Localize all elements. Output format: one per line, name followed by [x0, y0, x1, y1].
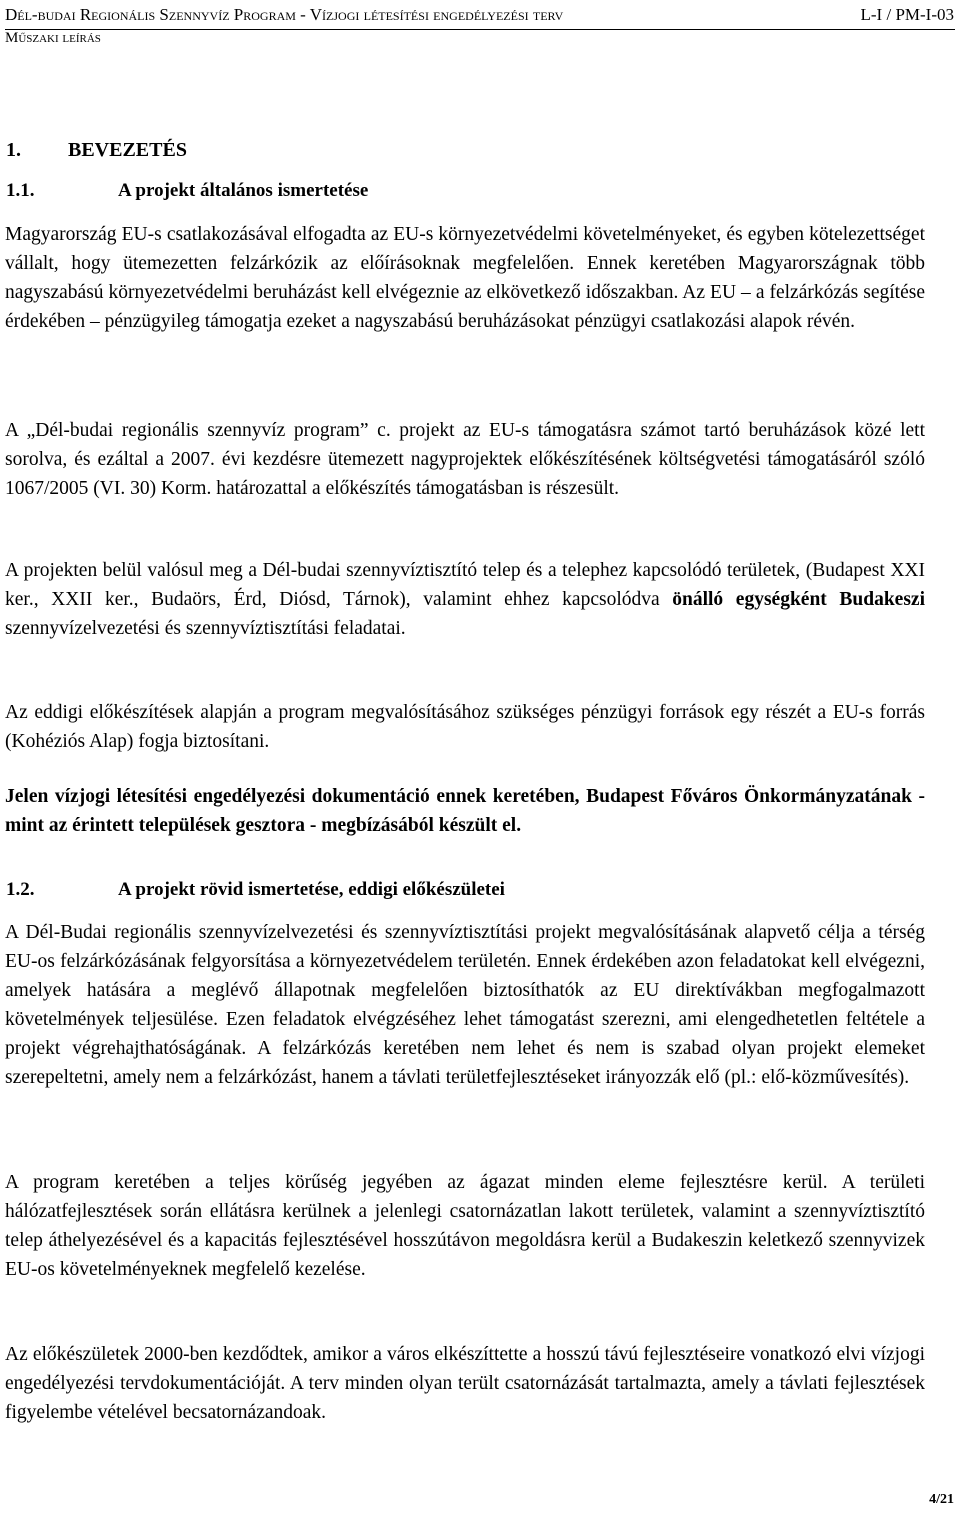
section-1-2-heading [6, 877, 505, 903]
section-1-1-number: 1.1. [6, 180, 35, 201]
section-1-heading [6, 136, 187, 164]
paragraph-commission-statement: Jelen vízjogi létesítési engedélyezési dokumentáció ennek keretében, Budapest Főváros Önkormányzatának - mint az érintett települések gesztora - megbízásából készült el. [5, 786, 925, 836]
section-1-1-heading [6, 178, 368, 204]
header-divider [5, 29, 955, 30]
section-1-title: BEVEZETÉS [68, 139, 187, 161]
header-document-code: L-I / PM-I-03 [860, 5, 954, 24]
paragraph-financing: Az eddigi előkészítések alapján a program megvalósításához szükséges pénzügyi források egy részét a EU-s forrás (Kohéziós Alap) fogja biztosítani. [5, 702, 925, 752]
paragraph-program-funding: A „Dél-budai regionális szennyvíz program” c. projekt az EU-s támogatásra számot tartó beruházások közé lett sorolva, és ezáltal a 2007. évi kezdésre ütemezett nagyprojektek előkészítésének költségvetési támogatásáról szóló 1067/2005 (VI. 30) Korm. határozattal a előkészítés támogatásban is részesült. [5, 420, 925, 499]
project-scope-text-b: szennyvízelvezetési és szennyvíztisztítási feladatai. [5, 618, 406, 639]
paragraph-preparations: Az előkészületek 2000-ben kezdődtek, amikor a város elkészíttette a hosszú távú fejlesztéseire vonatkozó elvi vízjogi engedélyezési tervdokumentációját. A terv minden olyan terült csatornázását tartalmazta, amely a távlati fejlesztések figyelembe vételével becsatornázandoak. [5, 1344, 925, 1423]
paragraph-eu-accession: Magyarország EU-s csatlakozásával elfogadta az EU-s környezetvédelmi követelményeket, és egyben kötelezettséget vállalt, hogy ütemezetten felzárkózik az előírásoknak megfelelően. Ennek keretében Magyarországnak több nagyszabású környezetvédelmi beruházást kell elvégeznie az elkövetkező időszakban. Az EU – a felzárkózás segítése érdekében – pénzügyileg támogatja ezeket a nagyszabású beruházásokat pénzügyi csatlakozási alapok révén. [5, 224, 925, 332]
project-scope-text-a: A projekten belül valósul meg a Dél-budai szennyvíztisztító telep és a telephez kapcsolódó területek, (Budapest XXI ker., XXII ker., Budaörs, Érd, Diósd, Tárnok), valamint ehhez kapcsolódva [5, 560, 925, 610]
section-1-number: 1. [6, 139, 21, 161]
section-1-1-title: A projekt általános ismertetése [118, 180, 369, 201]
header-subtitle: Műszaki leírás [5, 30, 101, 46]
header-title: Dél-budai Regionális Szennyvíz Program - Vízjogi létesítési engedélyezési terv [5, 5, 564, 24]
page-number: 4/21 [929, 1492, 954, 1507]
paragraph-project-scope [5, 556, 925, 643]
section-1-2-number: 1.2. [6, 879, 35, 900]
section-1-2-title: A projekt rövid ismertetése, eddigi előkészületei [118, 879, 505, 900]
project-scope-bold: önálló egységként Budakeszi [672, 589, 925, 610]
paragraph-program-scope: A program keretében a teljes körűség jegyében az ágazat minden eleme fejlesztésre kerül. A területi hálózatfejlesztések során ellátásra kerülnek a jelenlegi csatornázatlan lakott területek, valamint a szennyvíztisztító telep áthelyezésével és a kapacitás fejlesztésével hosszútávon megoldásra kerül a Budakeszin keletkező szennyvizek EU-os követelményeknek megfelelő kezelése. [5, 1172, 925, 1280]
paragraph-project-goals: A Dél-Budai regionális szennyvízelvezetési és szennyvíztisztítási projekt megvalósításának alapvető célja a térség EU-os felzárkózásának felgyorsítása a környezetvédelem területén. Ennek érdekében azon feladatokat kell elvégezni, amelyek hatására a meglévő állapotnak megfelelően biztosíthatók az EU direktívákban megfogalmazott követelmények teljesülése. Ezen feladatok elvégzéséhez lehet támogatást szerezni, ami elengedhetetlen feltétele a projekt végrehajthatóságának. A felzárkózás keretében nem lehet és nem is szabad olyan projekt elemeket szerepeltetni, amely nem a felzárkózást, hanem a távlati területfejlesztéseket irányozzák elő (pl.: elő-közművesítés). [5, 922, 925, 1088]
